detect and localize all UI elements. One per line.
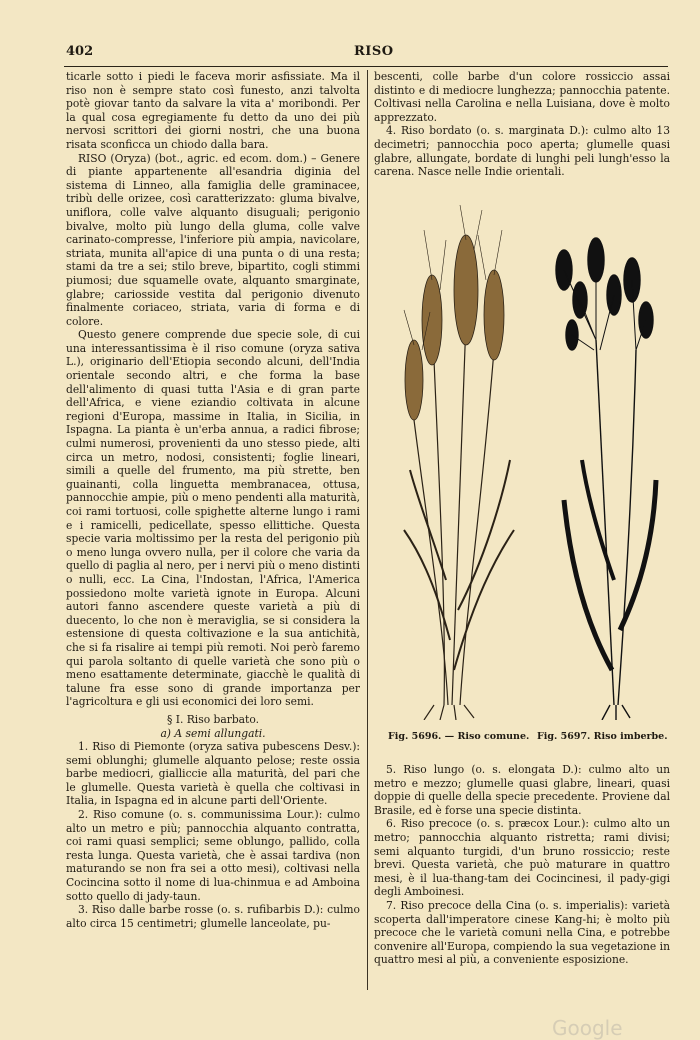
column-divider: [367, 70, 368, 990]
paragraph-continuation: ticarle sotto i piedi le faceva morir asfissiate. Ma il riso non è sempre stato così funesto, anzi talvolta potè giovar tanto da salvare la vita a' moribondi. Per la qual cosa egregiamente fu detto da uno dei più nervosi scrittori dei giorni nostri, che una buona risata sconficca un chiodo dalla bara.: [66, 70, 360, 151]
caption-fig-5696: Fig. 5696. — Riso comune.: [388, 731, 530, 742]
riso-imberbe-figure: [556, 238, 656, 720]
paragraph-riso-definition: RISO (Oryza) (bot., agric. ed ecom. dom.) – Genere di piante appartenente all'esandria diginia del sistema di Linneo, alla famiglia delle graminacee, tribù delle orizee, così caratterizzato: gluma bivalve, uniflora, colle valve alquanto disuguali; perigonio bivalve, molto più lungo della gluma, colle valve carinato-compresse, l'inferiore più ampia, navicolare, striata, munita all'apice di una punta o di una resta; stami da tre a sei; stilo breve, bipartito, cogli stimmi piumosi; due squamelle ovate, alquanto smarginate, glabre; cariosside vestita dal perigonio divenuto finalmente coriaceo, striata, varia di forma e di colore.: [66, 151, 360, 328]
right-column-bottom: [374, 763, 670, 993]
header-rule: [64, 66, 668, 67]
list-item: 4. Riso bordato (o. s. marginata D.): culmo alto 13 decimetri; pannocchia poco aperta; glumelle quasi glabre, allungate, bordate di lunghi peli lungh'esso la carena. Nasce nelle Indie orientali.: [374, 124, 670, 179]
list-item: 1. Riso di Piemonte (oryza sativa pubescens Desv.): semi oblunghi; glumelle alquanto pelose; reste ossia barbe mediocri, gialliccie alla maturità, del pari che le glumelle. Questa varietà è quella che coltivasi in Italia, in Ispagna ed in alcune parti dell'Oriente.: [66, 740, 360, 808]
subsection-title: a) A semi allungati.: [160, 726, 266, 740]
right-column-top: [374, 70, 670, 190]
list-item: 3. Riso dalle barbe rosse (o. s. rufibarbis D.): culmo alto circa 15 centimetri; glumelle lanceolate, pu-: [66, 903, 360, 930]
rice-illustrations: [374, 200, 670, 720]
list-item: 6. Riso precoce (o. s. præcox Lour.): culmo alto un metro; pannocchia alquanto ristretta; rami divisi; semi alquanto turgidi, d'un bruno rossiccio; reste brevi. Questa varietà, che può maturare in quattro mesi, è il lua-thang-tam dei Cocincinesi, il pady-gigi degli Amboinesi.: [374, 817, 670, 899]
paragraph-riso-comune: Questo genere comprende due specie sole, di cui una interessantissima è il riso comune (oryza sativa L.), originario dell'Etiopia secondo alcuni, dell'India orientale secondo altri, e che forma la base dell'alimento di quasi tutta l'Asia e di gran parte dell'Africa, e viene eziandio coltivata in alcune regioni d'Europa, massime in Italia, in Sicilia, in Ispagna. La pianta è un'erba annua, a radici fibrose; culmi numerosi, provenienti da uno stesso piede, alti circa un metro, nodosi, consistenti; foglie lineari, simili a quelle del frumento, ma più strette, ben guainanti, colla linguetta membranacea, ottusa, pannocchie ampie, più o meno pendenti alla maturità, coi rami tortuosi, colle spighette alterne lungo i rami e i ramicelli, pedicellate, spesso ellittiche. Questa specie varia moltissimo per la resta del perigonio più o meno lunga ovvero nulla, per il colore che varia da quello di paglia al nero, per i nervi più o meno distinti o nulli, ecc. La Cina, l'Indostan, l'Africa, l'America possiedono molte varietà ignote in Europa. Alcuni autori fanno ascendere queste varietà a più di duecento, lo che non è meraviglia, se si considera la estensione di questa coltivazione e la sua antichità, che si fa risalire ai tempi più remoti. Noi però faremo qui parola soltanto di quelle varietà che sono più o meno esattamente determinate, giacchè le qualità di talune fra esse sono di grande importanza per l'agricoltura e gli usi economici dei loro semi.: [66, 328, 360, 709]
running-title: RISO: [354, 44, 394, 59]
page-number: 402: [66, 44, 94, 59]
section-title: § I. Riso barbato.: [166, 712, 259, 726]
caption-fig-5697: Fig. 5697. Riso imberbe.: [537, 731, 668, 742]
list-item: 5. Riso lungo (o. s. elongata D.): culmo alto un metro e mezzo; glumelle quasi glabre, lineari, quasi doppie di quelle della specie precedente. Proviene dal Brasile, ed è forse una specie distinta.: [374, 763, 670, 817]
list-item: 2. Riso comune (o. s. communissima Lour.): culmo alto un metro e più; pannocchia alquanto contratta, coi rami quasi semplici; seme oblungo, pallido, colla resta lunga. Questa varietà, che è assai tardiva (non maturando se non fra sei a otto mesi), coltivasi nella Cocincina sotto il nome di lua-chinmua e ad Amboina sotto quello di jady-taun.: [66, 808, 360, 903]
left-column: [66, 70, 360, 950]
watermark: Google: [552, 1016, 623, 1040]
list-item: 7. Riso precoce della Cina (o. s. imperialis): varietà scoperta dall'imperatore cinese Kang-hi; è molto più precoce che le varietà comuni nella Cina, e potrebbe convenire all'Europa, compiendo la sua vegetazione in quattro mesi al più, a conveniente esposizione.: [374, 898, 670, 967]
paragraph-continuation: bescenti, colle barbe d'un colore rossiccio assai distinto e di mediocre lunghezza; pannocchia patente. Coltivasi nella Carolina e nella Luisiana, dove è molto apprezzato.: [374, 70, 670, 124]
riso-comune-figure: [404, 205, 514, 720]
